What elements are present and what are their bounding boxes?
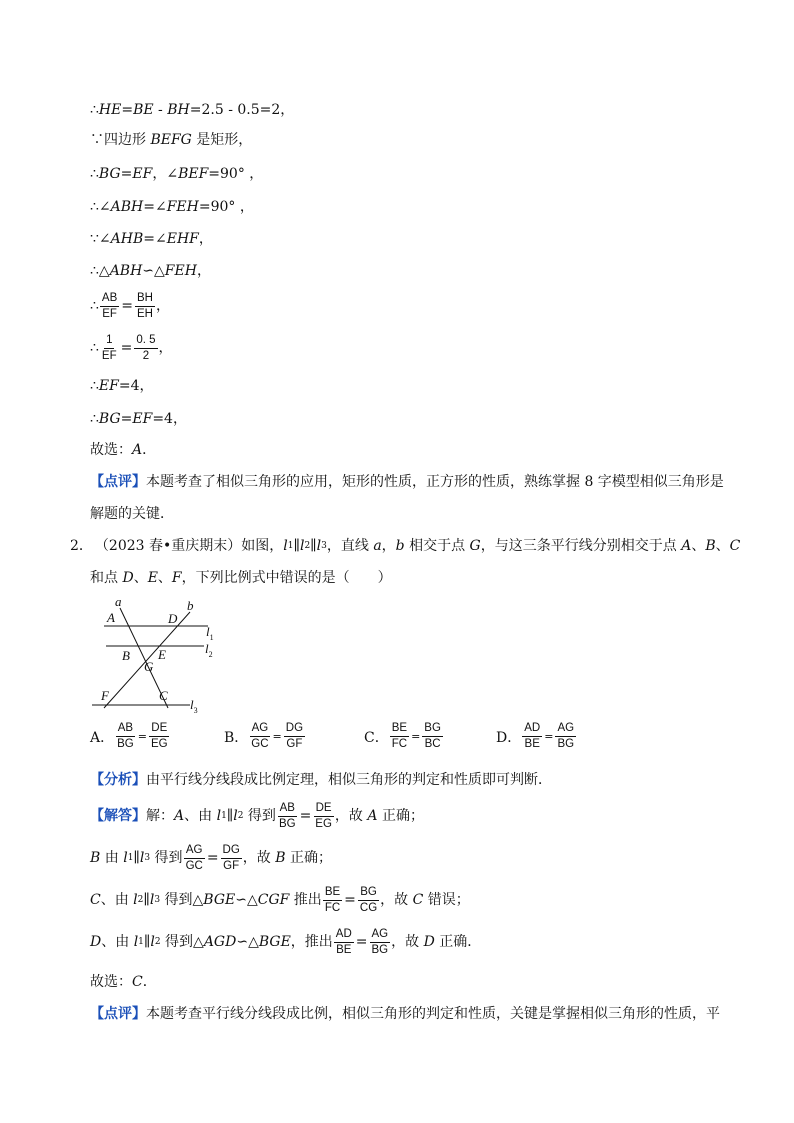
solution-line-5: ∵∠ AHB =∠ EHF ， (90, 231, 213, 247)
answer-line-e: 故选： C ． (90, 974, 157, 990)
solution-line-7: ∴ $\frac{AB}{EF}$ = $\frac{BH}{EH}$ ， (90, 291, 170, 320)
fraction: $\frac{0. 5}{2}$ (136, 333, 156, 362)
comment-2: 【点评】 本题考查平行线分线段成比例，相似三角形的判定和性质，关键是掌握相似三角形的性质，平 (90, 1006, 720, 1022)
solution-line-9: ∴ EF =4， (90, 378, 154, 394)
label-D: D (168, 611, 178, 626)
question-2-cont: 和点 D 、 E 、 F ，下列比例式中错误的是（ ） (90, 570, 392, 586)
label-l2: $l_2$ (205, 641, 213, 659)
solution-line-6: ∴△ ABH ∽△ FEH ， (90, 263, 211, 279)
option-d: D． $\frac{AD}{BE}$ = $\frac{AG}{BG}$ (496, 722, 575, 750)
solution-line-2: ∵四边形 BEFG 是矩形， (90, 132, 253, 148)
label-A: A (107, 610, 115, 625)
solution-line-10: ∴ BG = EF =4， (90, 411, 187, 427)
option-a: A． $\frac{AB}{BG}$ = $\frac{DE}{EG}$ (90, 722, 168, 750)
solution-line-1: ∴ HE = BE - BH =2.5 - 0.5=2， (90, 102, 295, 118)
label-G: G (144, 659, 154, 674)
fraction: $\frac{1}{EF}$ (101, 333, 117, 362)
answer-line-b: B 由 l 1 ∥ l 3 得到 $\frac{AG}{GC}$ = $\frac{DG}{GF}$ ，故 B 正确； (90, 843, 332, 872)
solution-line-3: ∴ BG = EF ，∠ BEF =90° ， (90, 166, 264, 182)
option-b: B． $\frac{AG}{GC}$ = $\frac{DG}{GF}$ (224, 722, 304, 750)
comment-1: 【点评】 本题考查了相似三角形的应用，矩形的性质，正方形的性质，熟练掌握 8 字模型相似三角形是 (90, 474, 724, 490)
solution-line-4: ∴∠ ABH =∠ FEH =90° ， (90, 199, 254, 215)
comment-1-cont: 解题的关键． (90, 506, 174, 522)
label-C: C (159, 688, 168, 703)
solution-line-8: ∴ $\frac{1}{EF}$ = $\frac{0. 5}{2}$ ， (90, 333, 173, 362)
fraction: $\frac{AB}{EF}$ (101, 291, 118, 320)
solution-line-11: 故选： A ． (90, 442, 157, 458)
option-c: C． $\frac{BE}{FC}$ = $\frac{BG}{BC}$ (364, 722, 441, 750)
label-B: B (122, 648, 130, 663)
label-a: a (115, 596, 122, 609)
answer-line-a: 【解答】 解： A 、由 l 1 ∥ l 2 得到 $\frac{AB}{BG}$ = $\frac{DE}{EG}$ ，故 A 正确； (90, 801, 424, 830)
label-E: E (158, 647, 166, 662)
question-2: 2． （2023 春•重庆期末）如图， l 1 ∥ l 2 ∥ l 3 ，直线 a ， b 相交于点 G ，与这三条平行线分别相交于点 A 、 B 、 C (70, 538, 741, 554)
analysis: 【分析】 由平行线分线段成比例定理，相似三角形的判定和性质即可判断． (90, 772, 552, 788)
label-l1: $l_1$ (206, 624, 214, 642)
label-l3: $l_3$ (190, 697, 198, 715)
parallel-lines-figure (86, 596, 226, 716)
fraction: $\frac{BH}{EH}$ (137, 291, 153, 320)
answer-line-d: D 、由 l 1 ∥ l 2 得到△ AGD ∽△ BGE ，推出 $\frac{AD}{BE}$ = $\frac{AG}{BG}$ ，故 D 正确． (90, 927, 482, 956)
label-F: F (101, 688, 109, 703)
answer-line-c: C 、由 l 2 ∥ l 3 得到△ BGE ∽△ CGF 推出 $\frac{BE}{FC}$ = $\frac{BG}{CG}$ ，故 C 错误； (90, 885, 470, 914)
label-b: b (187, 598, 194, 613)
